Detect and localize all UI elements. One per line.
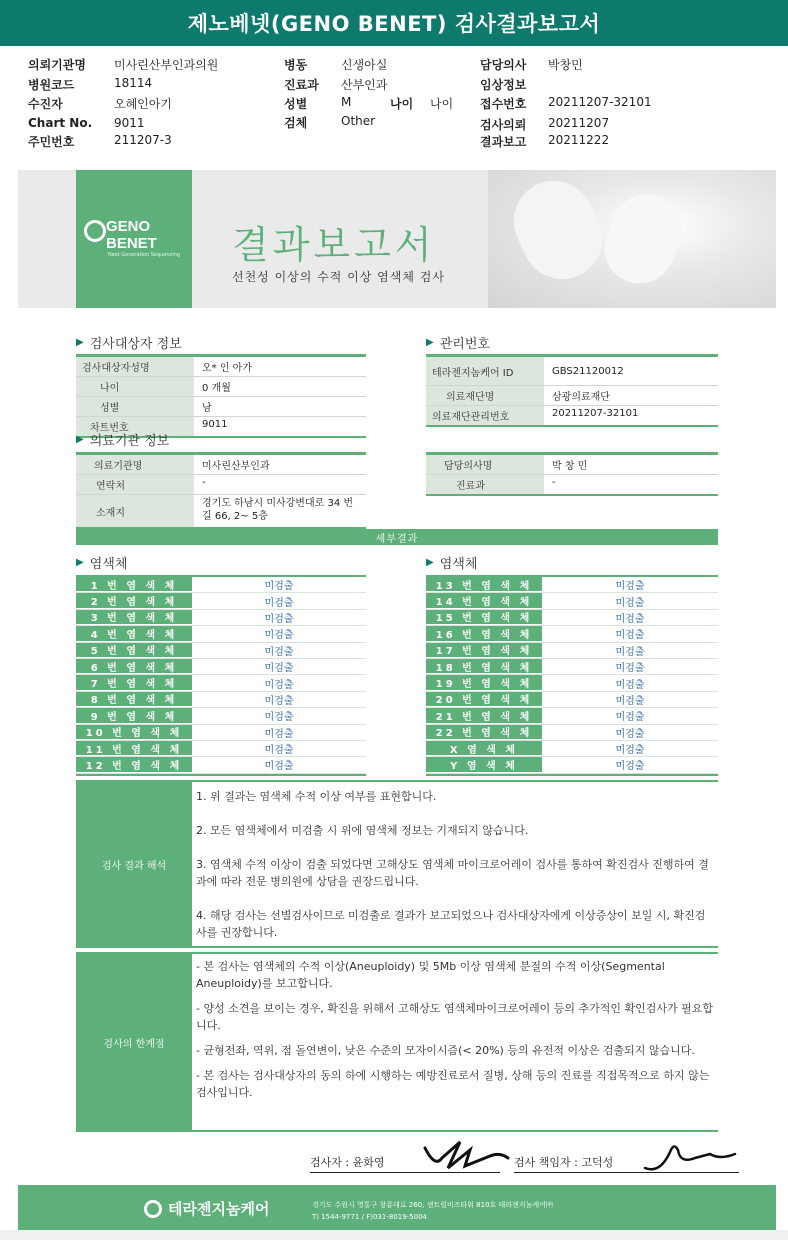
chromosome-label: 6 번 염 색 체 (76, 659, 192, 674)
institution-value: 경기도 하남시 미사강변대로 34 번길 66, 2~ 5층 (202, 498, 354, 522)
footer-address: 경기도 수원시 영통구 창룡대로 260, 센트럴비즈타워 810호 테라젠지놈케어㈜ (312, 1201, 553, 1209)
doctor-value: 박 창 민 (552, 461, 588, 472)
arrow-icon: ▶ (76, 557, 84, 568)
header-label: 검체 (284, 116, 308, 130)
subject-key: 나이 (76, 377, 194, 396)
limitation-item: - 균형전좌, 역위, 점 돌연변이, 낮은 수준의 모자이시즘(< 20%) 등의 유전적 이상은 검출되지 않습니다. (196, 1044, 695, 1057)
limitation-item: - 본 검사는 염색체의 수적 이상(Aneuploidy) 및 5Mb 이상 염색체 분절의 수적 이상(Segmental Aneuploidy)를 보고합니다. (196, 960, 665, 990)
chromosome-result: 미검출 (264, 597, 294, 609)
chromosome-label: 20 번 염 색 체 (426, 692, 542, 707)
header-value: 20211207 (548, 116, 610, 130)
header-value: 박창민 (548, 58, 583, 72)
header-label: 진료과 (284, 78, 319, 92)
institution-table (76, 452, 366, 529)
chromosome-label: 18 번 염 색 체 (426, 659, 542, 674)
chromosome-result: 미검출 (615, 761, 645, 773)
chromosome-label: Y 염 색 체 (426, 757, 542, 772)
company-logo-icon (144, 1200, 162, 1218)
chromosome-row (76, 692, 366, 708)
chromosome-result: 미검출 (264, 761, 294, 773)
chromosome-row (76, 725, 366, 741)
chromosome-row (76, 659, 366, 675)
chromosome-row (76, 708, 366, 724)
interpretation-section (76, 780, 718, 948)
subject-table (76, 354, 366, 438)
chromosome-label: 13 번 염 색 체 (426, 577, 542, 592)
chromosome-result: 미검출 (264, 613, 294, 625)
report-banner (18, 170, 776, 308)
arrow-icon: ▶ (426, 337, 434, 348)
header-label: 담당의사 (480, 58, 527, 72)
header-label: 나이 (390, 97, 414, 111)
header-value: 산부인과 (341, 78, 388, 92)
chromosome-row (426, 659, 718, 675)
chromosome-table-right (426, 575, 718, 776)
page-bottom-shade (0, 1230, 788, 1240)
subject-key: 차트번호 (76, 417, 194, 436)
section-title-mgmt: ▶ 관리번호 (426, 337, 490, 352)
subject-key: 성별 (76, 397, 194, 416)
chromosome-result: 미검출 (615, 663, 645, 675)
chromosome-result: 미검출 (615, 630, 645, 642)
chromosome-label: 14 번 염 색 체 (426, 593, 542, 608)
chromosome-row (76, 626, 366, 642)
logo-subtitle: Next Generation Sequencing (108, 252, 181, 258)
banner-subheading: 선천성 이상의 수적 이상 염색체 검사 (232, 270, 445, 284)
limitation-item: - 본 검사는 검사대상자의 동의 하에 시행하는 예방진료로서 질병, 상해 등의 진료를 직접목적으로 하지 않는 검사입니다. (196, 1069, 710, 1099)
mgmt-value: GBS21120012 (552, 365, 624, 377)
subject-value: 남 (202, 403, 212, 414)
header-label: 수진자 (28, 97, 63, 111)
chromosome-result: 미검출 (615, 728, 645, 740)
section-title-subject: ▶ 검사대상자 정보 (76, 337, 182, 352)
arrow-icon: ▶ (426, 557, 434, 568)
chromosome-label: 10 번 염 색 체 (76, 725, 192, 740)
chromosome-label: 12 번 염 색 체 (76, 757, 192, 772)
institution-key: 연락처 (76, 475, 194, 494)
chromosome-label: 9 번 염 색 체 (76, 708, 192, 723)
chromosome-table-left (76, 575, 366, 776)
chromosome-label: 7 번 염 색 체 (76, 675, 192, 690)
chromosome-result: 미검출 (615, 712, 645, 724)
header-label: 병동 (284, 58, 308, 72)
mgmt-key: 테라젠지놈케어 ID (426, 357, 544, 385)
chromosome-row (426, 708, 718, 724)
chromosome-row (76, 643, 366, 659)
chromosome-result: 미검출 (264, 745, 294, 757)
chromosome-row (426, 757, 718, 773)
doctor-value: - (552, 477, 556, 488)
doctor-key: 진료과 (426, 475, 544, 494)
interpretation-body (192, 780, 718, 948)
header-value: 20211222 (548, 133, 610, 147)
signature-area (310, 1148, 740, 1178)
chromosome-result: 미검출 (264, 712, 294, 724)
interpretation-item: 2. 모든 염색체에서 미검출 시 위에 염색체 정보는 기재되지 않습니다. (196, 824, 529, 837)
geno-benet-logo (76, 170, 192, 308)
chromosome-label: 11 번 염 색 체 (76, 741, 192, 756)
chromosome-result: 미검출 (615, 597, 645, 609)
interpretation-item: 3. 염색체 수적 이상이 검출 되었다면 고해상도 염색체 마이크로어레이 검사를 통하여 확진검사 진행하여 결과에 따라 전문 병의원에 상담을 권장드립니다. (196, 858, 709, 888)
section-title-chromosome-right: ▶ 염색체 (426, 557, 478, 572)
chromosome-label: 21 번 염 색 체 (426, 708, 542, 723)
company-name: 테라젠지놈케어 (168, 1200, 270, 1218)
header-label: 병원코드 (28, 78, 75, 92)
institution-value: 미사린산부인과 (202, 461, 270, 472)
header-value: 신생아실 (341, 58, 388, 72)
subject-value: 9011 (202, 419, 228, 430)
chromosome-row (76, 577, 366, 593)
limitation-item: - 양성 소견을 보이는 경우, 확진을 위해서 고해상도 염색체마이크로어레이 등의 추가적인 확인검사가 필요합니다. (196, 1002, 713, 1032)
chromosome-row (76, 741, 366, 757)
mgmt-key: 의료재단명 (426, 386, 544, 405)
header-label: Chart No. (28, 116, 93, 130)
tester-signature (420, 1138, 510, 1174)
chromosome-label: 4 번 염 색 체 (76, 626, 192, 641)
header-label: 결과보고 (480, 135, 527, 149)
section-title-chromosome-left: ▶ 염색체 (76, 557, 128, 572)
chromosome-result: 미검출 (615, 679, 645, 691)
interpretation-label: 검사 결과 해석 (76, 780, 192, 948)
limitations-body (192, 952, 718, 1132)
chromosome-label: 3 번 염 색 체 (76, 610, 192, 625)
header-value: 미사린산부인과의원 (114, 58, 219, 72)
chromosome-label: X 염 색 체 (426, 741, 542, 756)
chromosome-row (426, 741, 718, 757)
header-value: 오혜인아기 (114, 97, 172, 111)
chromosome-result: 미검출 (615, 745, 645, 757)
chromosome-label: 1 번 염 색 체 (76, 577, 192, 592)
chromosome-result: 미검출 (264, 663, 294, 675)
mgmt-value: 20211207-32101 (552, 408, 639, 419)
chromosome-row (76, 593, 366, 609)
detail-results-bar: 세부결과 (76, 529, 718, 545)
chromosome-result: 미검출 (264, 695, 294, 707)
supervisor-name: 검사 책임자 : 고덕성 (514, 1154, 739, 1173)
chromosome-result: 미검출 (615, 695, 645, 707)
institution-value: - (202, 477, 206, 488)
arrow-icon: ▶ (76, 434, 84, 445)
chromosome-result: 미검출 (264, 581, 294, 593)
interpretation-item: 1. 위 결과는 염색체 수적 이상 여부를 표현합니다. (196, 790, 437, 803)
chromosome-label: 15 번 염 색 체 (426, 610, 542, 625)
footer-logo (144, 1198, 269, 1219)
footer-phone: T) 1544-9771 / F)031-8019-5004 (312, 1213, 427, 1221)
chromosome-result: 미검출 (264, 679, 294, 691)
chromosome-label: 19 번 염 색 체 (426, 675, 542, 690)
header-value: 9011 (114, 116, 145, 130)
chromosome-result: 미검출 (615, 613, 645, 625)
header-value: 18114 (114, 76, 153, 90)
header-label: 의뢰기관명 (28, 58, 86, 72)
chromosome-label: 2 번 염 색 체 (76, 593, 192, 608)
doctor-table (426, 452, 718, 496)
mgmt-key: 의료재단관리번호 (426, 406, 544, 425)
logo-line2: BENET (106, 235, 157, 252)
arrow-icon: ▶ (76, 337, 84, 348)
chromosome-label: 17 번 염 색 체 (426, 643, 542, 658)
institution-key: 의료기관명 (76, 455, 194, 474)
chromosome-label: 16 번 염 색 체 (426, 626, 542, 641)
limitations-section (76, 952, 718, 1132)
chromosome-row (426, 692, 718, 708)
header-label: 임상정보 (480, 78, 527, 92)
section-title-institution: ▶ 의료기관 정보 (76, 434, 170, 449)
chromosome-row (426, 643, 718, 659)
header-label: 검사의뢰 (480, 118, 527, 132)
header-value: 211207-3 (114, 133, 172, 147)
interpretation-item: 4. 해당 검사는 선별검사이므로 미검출로 결과가 보고되었으나 검사대상자에게 이상증상이 보일 시, 확진검사를 권장합니다. (196, 909, 706, 939)
header-value: M (341, 95, 352, 109)
chromosome-row (426, 577, 718, 593)
chromosome-result: 미검출 (264, 646, 294, 658)
chromosome-result: 미검출 (264, 728, 294, 740)
header-label: 주민번호 (28, 135, 75, 149)
supervisor-signature (640, 1140, 740, 1176)
tester-name: 검사자 : 윤화영 (310, 1154, 500, 1173)
report-page (18, 170, 776, 1240)
subject-value: 0 개월 (202, 383, 231, 394)
chromosome-row (76, 675, 366, 691)
chromosome-row (76, 610, 366, 626)
report-title: 제노베넷(GENO BENET) 검사결과보고서 (0, 0, 788, 46)
logo-icon (84, 220, 106, 242)
footer-contact (312, 1199, 553, 1223)
chromosome-label: 22 번 염 색 체 (426, 725, 542, 740)
chromosome-result: 미검출 (615, 581, 645, 593)
header-label: 성별 (284, 97, 308, 111)
header-value: Other (341, 114, 376, 128)
chromosome-row (76, 757, 366, 773)
chromosome-label: 8 번 염 색 체 (76, 692, 192, 707)
institution-key: 소재지 (76, 495, 194, 527)
banner-heading: 결과보고서 (232, 223, 436, 267)
doctor-key: 담당의사명 (426, 455, 544, 474)
chromosome-label: 5 번 염 색 체 (76, 643, 192, 658)
subject-value: 오* 인 아가 (202, 363, 252, 374)
chromosome-row (426, 626, 718, 642)
chromosome-row (426, 610, 718, 626)
report-footer (18, 1185, 776, 1230)
header-value: 20211207-32101 (548, 95, 652, 109)
chromosome-row (426, 593, 718, 609)
logo-line1: GENO (106, 218, 151, 235)
header-label: 접수번호 (480, 97, 527, 111)
limitations-label: 검사의 한계점 (76, 952, 192, 1132)
chromosome-result: 미검출 (615, 646, 645, 658)
mgmt-value: 삼광의료재단 (552, 392, 610, 403)
subject-key: 검사대상자성명 (76, 357, 194, 376)
chromosome-result: 미검출 (264, 630, 294, 642)
chromosome-row (426, 725, 718, 741)
chromosome-row (426, 675, 718, 691)
mgmt-table (426, 354, 718, 427)
header-value: 나이 (430, 97, 454, 111)
